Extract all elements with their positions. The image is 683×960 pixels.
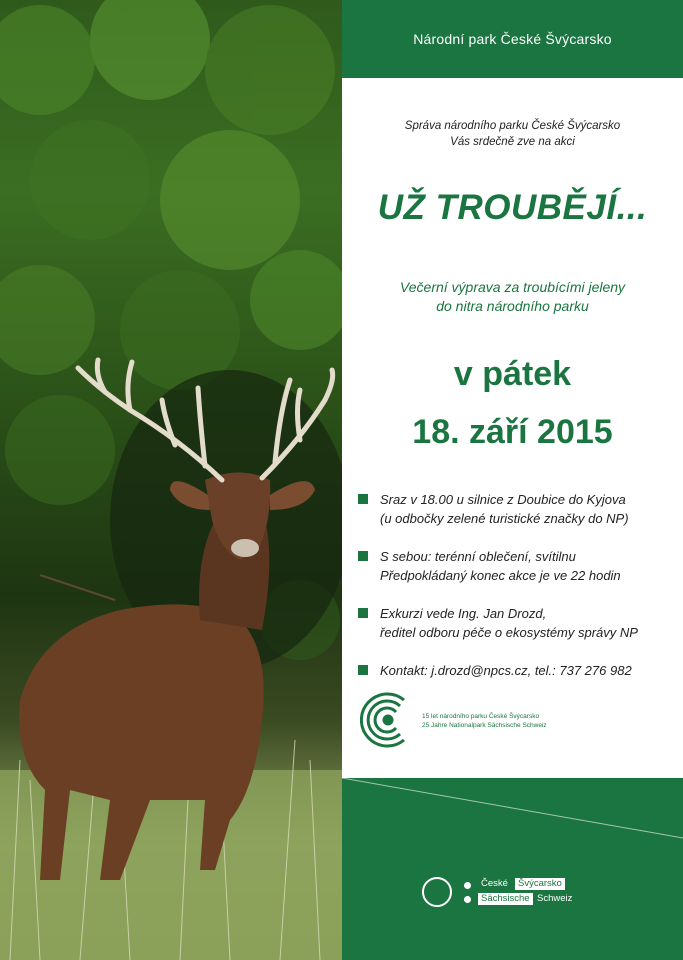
park-name: Národní park České Švýcarsko <box>413 31 612 47</box>
info-line: Předpokládaný konec akce je ve 22 hodin <box>380 568 621 583</box>
footer-label-sachsische: Sächsische <box>478 893 533 905</box>
intro-line-1: Správa národního parku České Švýcarsko <box>404 120 621 132</box>
anniversary-logo <box>360 690 680 750</box>
np-footer-logo <box>422 875 602 911</box>
anniversary-line-2: 25 Jahre Nationalpark Sächsische Schweiz <box>422 722 547 729</box>
footer-bar <box>342 778 683 960</box>
intro-line-2: Vás srdečně zve na akci <box>450 136 575 148</box>
np-circles-logo-icon <box>360 690 416 750</box>
info-line: ředitel odboru péče o ekosystémy správy NP <box>380 625 638 640</box>
footer-label-ceske: České <box>481 878 508 889</box>
subtitle-line-2: do nitra národního parku <box>436 298 589 314</box>
info-line: (u odbočky zelené turistické značky do NP) <box>380 511 629 526</box>
intro-text <box>342 118 683 150</box>
event-info-list <box>358 490 678 699</box>
event-day: v pátek <box>453 355 572 393</box>
subtitle-line-1: Večerní výprava za troubícími jeleny <box>399 279 626 295</box>
square-bullet-icon <box>358 551 368 561</box>
dot-icon <box>464 882 471 889</box>
np-emblem-icon <box>422 877 452 907</box>
info-item-equipment <box>358 547 678 585</box>
info-line: Kontakt: j.drozd@npcs.cz, tel.: 737 276 982 <box>380 663 632 678</box>
square-bullet-icon <box>358 494 368 504</box>
info-line: S sebou: terénní oblečení, svítilnu <box>380 549 576 564</box>
footer-swoosh <box>342 778 683 960</box>
event-date: 18. září 2015 <box>412 413 613 451</box>
info-item-contact <box>358 661 678 680</box>
footer-label-svycarsko: Švýcarsko <box>515 878 565 890</box>
event-title: UŽ TROUBĚJÍ... <box>377 188 648 227</box>
info-line: Exkurzi vede Ing. Jan Drozd, <box>380 606 547 621</box>
dot-icon <box>464 896 471 903</box>
event-subtitle <box>342 278 683 316</box>
info-item-meeting <box>358 490 678 528</box>
square-bullet-icon <box>358 665 368 675</box>
info-item-guide <box>358 604 678 642</box>
square-bullet-icon <box>358 608 368 618</box>
invitation-panel <box>342 0 683 960</box>
footer-label-schweiz: Schweiz <box>537 893 573 904</box>
header-bar <box>342 0 683 78</box>
info-line: Sraz v 18.00 u silnice z Doubice do Kyjova <box>380 492 626 507</box>
anniversary-line-1: 15 let národního parku České Švýcarsko <box>422 713 540 720</box>
